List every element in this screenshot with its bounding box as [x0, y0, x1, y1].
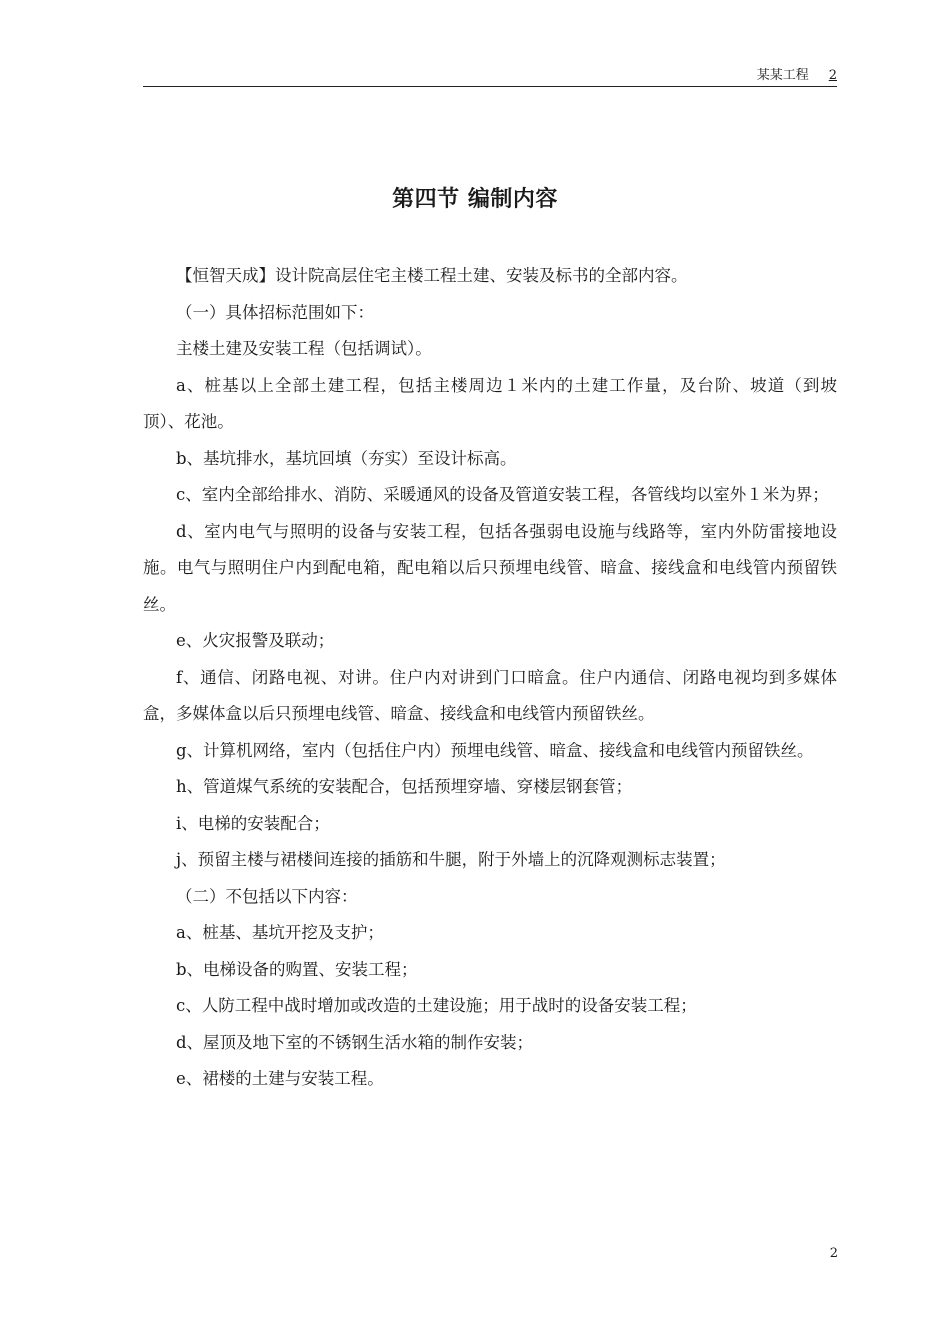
paragraph: a、桩基、基坑开挖及支护；: [176, 923, 384, 942]
paragraph: f、通信、闭路电视、对讲。住户内对讲到门口暗盒。住户内通信、闭路电视均到多媒体盒，多媒体盒以后只预埋电线管、暗盒、接线盒和电线管内预留铁丝。: [143, 667, 837, 723]
paragraph: j、预留主楼与裙楼间连接的插筋和牛腿，附于外墙上的沉降观测标志装置；: [176, 850, 726, 869]
header-page-number: 2: [828, 68, 837, 83]
paragraph: d、室内电气与照明的设备与安装工程，包括各强弱电设施与线路等，室内外防雷接地设施。电气与照明住户内到配电箱，配电箱以后只预埋电线管、暗盒、接线盒和电线管内预留铁丝。: [143, 521, 837, 614]
paragraph: g、计算机网络，室内（包括住户内）预埋电线管、暗盒、接线盒和电线管内预留铁丝。: [176, 740, 814, 760]
page-header: [143, 64, 837, 87]
header-title: 某某工程: [756, 68, 809, 83]
paragraph: i、电梯的安装配合；: [176, 813, 330, 833]
paragraph: e、火灾报警及联动；: [176, 631, 335, 650]
paragraph: h、管道煤气系统的安装配合，包括预埋穿墙、穿楼层钢套管；: [176, 777, 633, 796]
paragraph: a、桩基以上全部土建工程，包括主楼周边１米内的土建工作量，及台阶、坡道（到坡顶）、花池。: [143, 375, 837, 431]
section-title: 第四节 编制内容: [392, 187, 558, 212]
paragraph: d、屋顶及地下室的不锈钢生活水箱的制作安装；: [176, 1032, 534, 1052]
paragraph: b、电梯设备的购置、安装工程；: [176, 959, 418, 979]
paragraph: 【恒智天成】设计院高层住宅主楼工程土建、安装及标书的全部内容。: [176, 266, 688, 285]
paragraph: e、裙楼的土建与安装工程。: [176, 1069, 384, 1088]
paragraph: b、基坑排水，基坑回填（夯实）至设计标高。: [176, 448, 517, 468]
paragraph: （二）不包括以下内容：: [176, 886, 358, 906]
document-body: [143, 258, 837, 1098]
page-footer-number: 2: [829, 1246, 838, 1261]
paragraph: c、室内全部给排水、消防、采暖通风的设备及管道安装工程，各管线均以室外１米为界；: [176, 485, 829, 504]
paragraph: c、人防工程中战时增加或改造的土建设施；用于战时的设备安装工程；: [176, 996, 697, 1015]
paragraph: （一）具体招标范围如下：: [176, 302, 374, 322]
paragraph: 主楼土建及安装工程（包括调试）。: [176, 339, 432, 358]
